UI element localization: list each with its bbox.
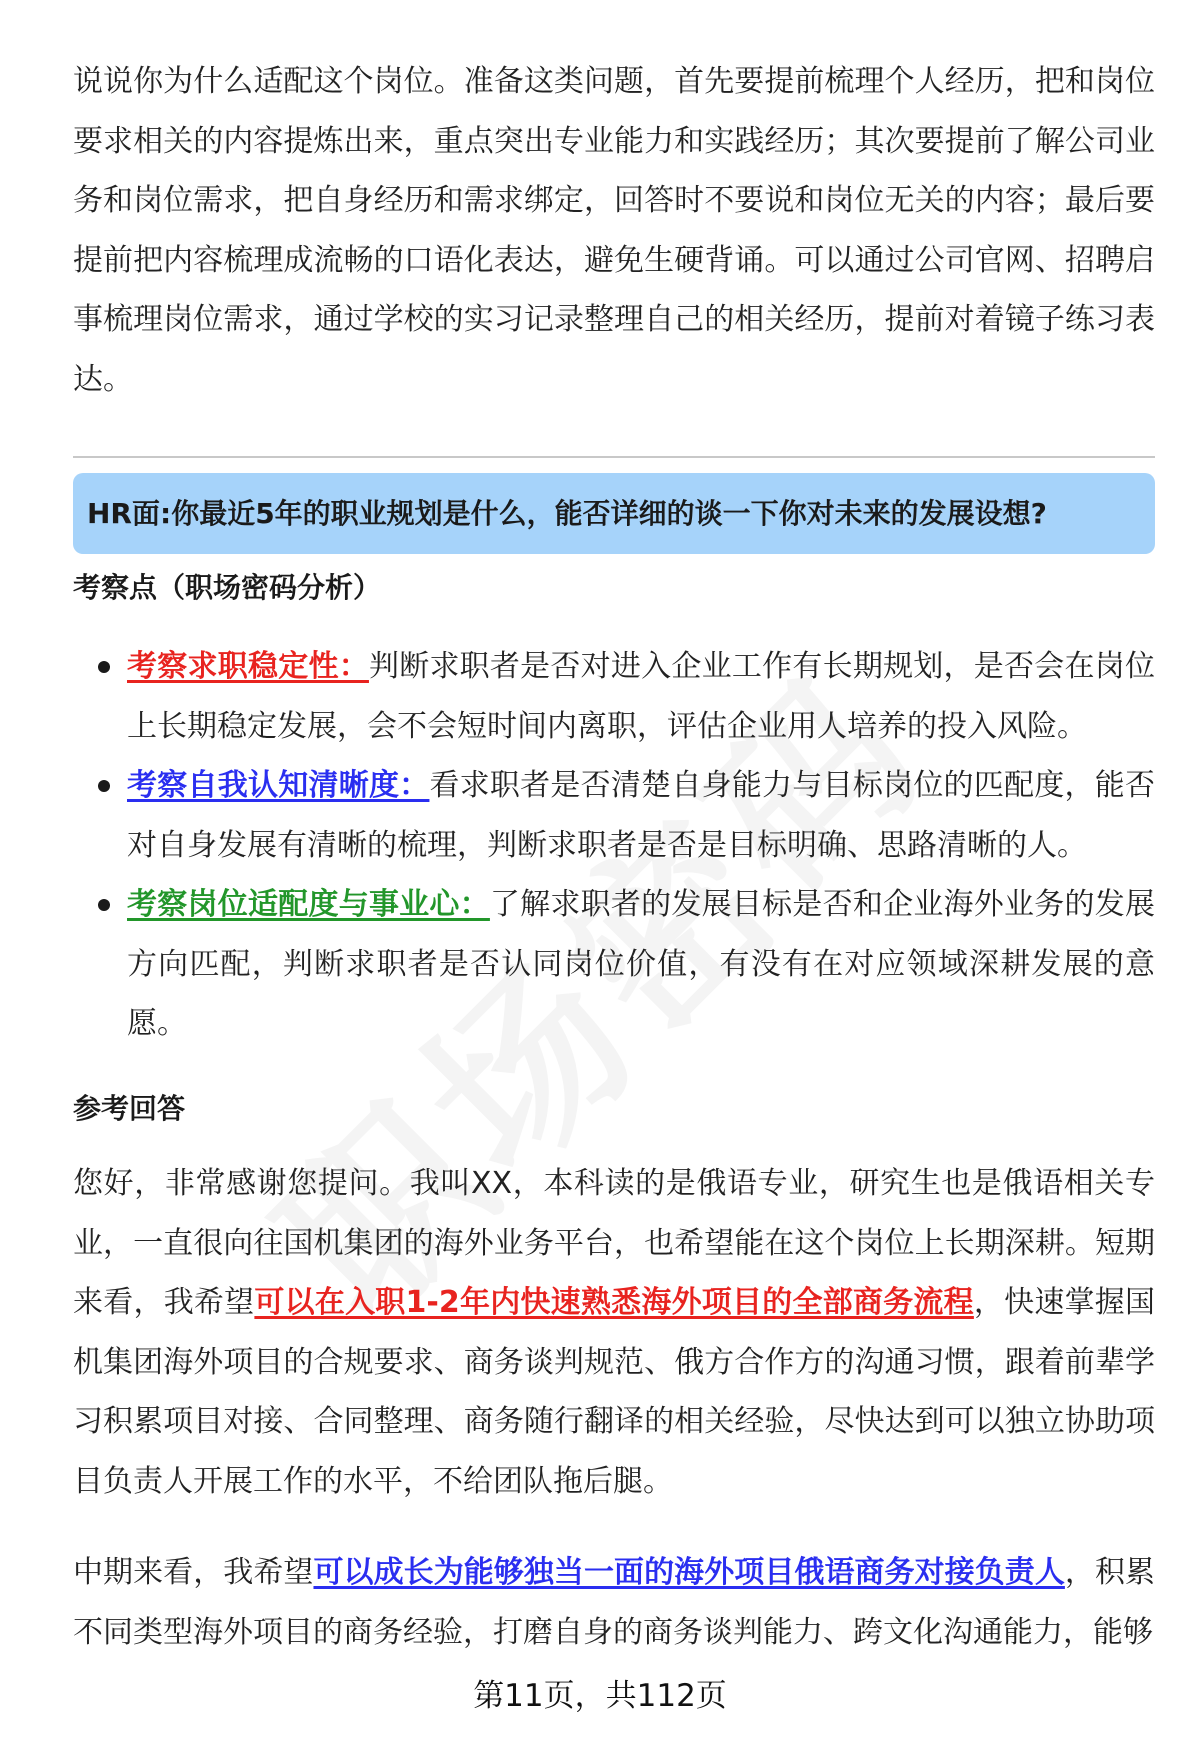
assessment-keyword: 考察岗位适配度与事业心： [127,887,490,922]
answer-highlight: 可以成长为能够独当一面的海外项目俄语商务对接负责人 [313,1555,1065,1590]
answer-heading: 参考回答 [73,1092,186,1125]
answer-paragraph-1: 您好，非常感谢您提问。我叫XX，本科读的是俄语专业，研究生也是俄语相关专业，一直很向往国机集团的海外业务平台，也希望能在这个岗位上长期深耕。短期来看，我希望可以在入职1-2年内快速熟悉海外项目的全部商务流程，快速掌握国机集团海外项目的合规要求、商务谈判规范、俄方合作方的沟通习惯，跟着前辈学习积累项目对接、合同整理、商务随行翻译的相关经验，尽快达到可以独立协助项目负责人开展工作的水平，不给团队拖后腿。 [73,1166,1156,1499]
assessment-keyword: 考察求职稳定性： [127,649,369,684]
list-item [73,875,1155,1054]
section-divider [73,456,1155,458]
list-item [73,756,1155,875]
assessment-text: 看求职者是否清楚自身能力与目标岗位的匹配度，能否对自身发展有清晰的梳理，判断求职者是否是目标明确、思路清晰的人。 [127,768,1156,863]
assessment-list [73,637,1155,1054]
bullet-dot [98,780,110,792]
assessment-heading: 考察点（职场密码分析） [73,571,382,604]
assessment-text: 了解求职者的发展目标是否和企业海外业务的发展方向匹配，判断求职者是否认同岗位价值，有没有在对应领域深耕发展的意愿。 [127,887,1156,1041]
page-number: 第11页，共112页 [473,1678,727,1714]
assessment-keyword: 考察自我认知清晰度： [127,768,430,803]
question-box [73,473,1155,554]
question-title: HR面:你最近5年的职业规划是什么，能否详细的谈一下你对未来的发展设想? [87,497,1047,530]
bullet-dot [98,661,110,673]
list-item [73,637,1155,756]
answer-highlight: 可以在入职1-2年内快速熟悉海外项目的全部商务流程 [254,1285,974,1320]
intro-paragraph: 说说你为什么适配这个岗位。准备这类问题，首先要提前梳理个人经历，把和岗位要求相关的内容提炼出来，重点突出专业能力和实践经历；其次要提前了解公司业务和岗位需求，把自身经历和需求绑定，回答时不要说和岗位无关的内容；最后要提前把内容梳理成流畅的口语化表达，避免生硬背诵。可以通过公司官网、招聘启事梳理岗位需求，通过学校的实习记录整理自己的相关经历，提前对着镜子练习表达。 [73,64,1155,397]
bullet-dot [98,899,110,911]
answer-paragraph-2: 中期来看，我希望可以成长为能够独当一面的海外项目俄语商务对接负责人，积累不同类型海外项目的商务经验，打磨自身的商务谈判能力、跨文化沟通能力，能够 [73,1555,1156,1650]
assessment-text: 判断求职者是否对进入企业工作有长期规划，是否会在岗位上长期稳定发展，会不会短时间内离职，评估企业用人培养的投入风险。 [127,649,1156,744]
